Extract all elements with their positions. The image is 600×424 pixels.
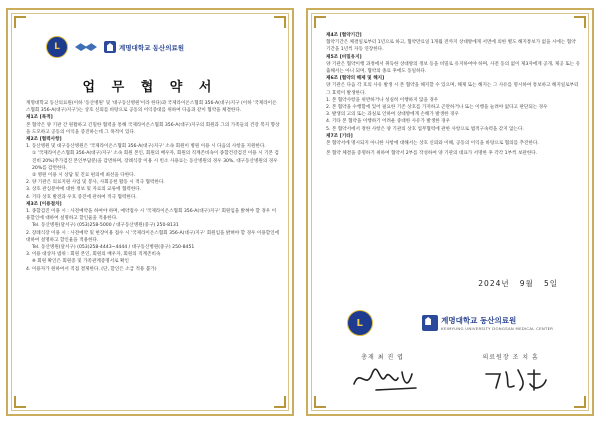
article-6-body: 양 기관은 다음 각 호의 사유 발생 시 본 협약을 해지할 수 있으며, 해제 또는 해지는 그 사유를 명시하여 통보하고 해지일로부터 그 효력이 발생한다.: [326, 83, 579, 96]
signature-hospital: [474, 362, 554, 396]
univ-name: 계명대학교 동산의료원: [119, 43, 185, 52]
article-2-subitem: ② 병원 이용 시 상담 및 진료 편의에 최선을 다한다.: [32, 173, 136, 179]
agreement-body-left: [26, 100, 280, 273]
closing-statement: 본 협약 체결을 증명하기 위하여 협약서 2부를 작성하여 양 기관의 대표가 서명한 후 각각 1부씩 보관한다.: [326, 151, 538, 157]
univ-logo-icon: [104, 41, 116, 53]
lions-logo-icon: L: [347, 310, 373, 336]
article-3-note: ※ 회원 확인은 회원증 및 가족관계증명서로 확인: [32, 259, 129, 265]
article-2-item: 3. 상호 관심분야에 대한 정보 및 자료의 교류에 협력한다.: [26, 187, 142, 193]
institution-seals: [322, 310, 578, 336]
date-day: 5일: [543, 279, 558, 288]
signatory-lions: 총재 최 진 엽: [361, 354, 404, 361]
univ-logo: [104, 41, 184, 53]
univ-english-name: KEIMYUNG UNIVERSITY DONGSAN MEDICAL CENTER: [441, 326, 554, 331]
agreement-page-2: [306, 8, 594, 416]
univ-name: 계명대학교 동산의료원: [441, 316, 517, 325]
signatory-hospital: 의료원장 조 치 흠: [482, 354, 539, 361]
univ-logo: [422, 315, 553, 331]
article-2-subitem: ① '국제라이온스협회 356-A(대구)지구' 소속 회원 본인, 회원의 배우자, 회원의 직계존비속이 종합건강검진 이용 시 기본 검진비 20%(추가검진 본인부담분)을 감면하며, 장례식장 이용 시 빈소 사용료는 동산병원의 경우 30%, 대구동산병원의 경우 20%를 감면한다.: [32, 151, 279, 171]
article-6-item: 4. 기타 본 협약을 이행하기 어려운 중대한 사유가 발생한 경우: [326, 119, 451, 125]
header-logos: [46, 36, 278, 58]
date-month: 9월: [519, 279, 534, 288]
article-3-title: 제3조 [이용절차]: [26, 201, 62, 207]
article-1-body: 본 협약은 양 기관 간 원활하고 긴밀한 협력을 통해 국제라이온스협회 356-A(대구)지구의 회원과 그의 가족들의 건강 복지 향상을 도모하고 공동의 이익을 증진하는데 그 목적이 있다.: [26, 122, 280, 135]
article-3-phone: Tel. 동산병원(달서구) (053)258-5000 / 대구동산병원(중구) 250-8131: [32, 223, 179, 229]
article-6-item: 1. 본 협약사항을 위반하거나 성실히 이행하지 않을 경우: [326, 97, 439, 103]
signing-date: [478, 278, 558, 289]
agreement-page-1: [6, 8, 294, 416]
intro-paragraph: 계명대학교 동산의료원(이하 '동산병원' 및 '대구동산병원'이라 한다)과 국제라이온스협회 356-A(대구)지구 (이하 '국제라이온스협회 356-A(대구)지구')는 상호 신뢰를 바탕으로 공동의 이익증대를 위하여 다음과 같이 협약을 체결한다.: [26, 101, 277, 114]
article-3-item: 4. 이용자가 원하여서 직접 결제한다. (단, 할인은 소급 적용 불가): [26, 266, 157, 272]
document-title: 업 무 협 약 서: [82, 80, 218, 95]
article-7-body: 본 협약서에 명시되지 아니한 사항에 대해서는 상호 신뢰와 이해, 공동의 이익을 바탕으로 협의를 추진한다.: [326, 141, 539, 147]
border-corner: [266, 388, 286, 408]
article-2-title: 제2조 [협력사항]: [26, 137, 62, 143]
article-2-item: 4. 기타 상호 발전과 우호 증진에 관하여 적극 협력한다.: [26, 194, 137, 200]
article-3-item: 3. 이용 대상자 범위 : 회원 본인, 회원의 배우자, 회원의 직계존비속: [26, 252, 161, 258]
univ-logo-icon: [422, 315, 438, 331]
article-3-item: 2. 장례식장 이용 시 : 사전예약 및 현장이용 접수 시 '국제라이온스협회 356-A(대구)지구' 회원임을 밝혀야 할 경우 이용할인에 대하여 설명하고 할인율을 적용한다.: [26, 230, 280, 243]
article-6-item: 2. 본 협약을 수행함에 있어 필요한 기존 상호를 가져하고 곤란하거나 또는 이행을 늘려야 없다고 판단되는 경우: [326, 105, 548, 111]
article-6-item: 3. 발생의 고의 또는 과실로 인하여 상대방에게 손해가 발생한 경우: [326, 112, 459, 118]
agreement-body-right: [326, 32, 580, 157]
date-year: 2024년: [478, 279, 510, 288]
signatures: [322, 362, 578, 396]
article-2-item: 2. 양 기관은 의료지원 사업 및 봉사, 사회공헌 활동 시 적극 협력한다.: [26, 180, 165, 186]
border-corner: [14, 16, 34, 36]
article-6-item: 5. 본 협약서에서 정한 사항은 양 기관의 상호 업무협력에 관한 사항으로 법적구속력을 갖지 않는다.: [326, 126, 524, 132]
border-corner: [266, 16, 286, 36]
article-1-title: 제1조 [목적]: [26, 115, 53, 121]
article-5-body: 양 기관은 협약이행 과정에서 취득한 상대방의 정보 등을 비밀로 유지하여야 하며, 사전 동의 없이 제3자에게 공개, 제공 또는 유출해서는 아니 되며, 협약의 종료 후에도 동일하다.: [326, 61, 581, 75]
article-4-body: 협약기간은 체결일로부터 1년으로 하고, 협약만료일 1개월 전까지 상대방에게 서면에 의한 별도 해지통보가 없을 시에는 협약기간을 1년씩 자동 연장한다.: [326, 40, 576, 53]
border-corner: [14, 388, 34, 408]
article-4-title: 제4조 [협약기간]: [326, 33, 362, 38]
article-6-title: 제6조 [협약의 해제 및 해지]: [326, 76, 385, 82]
signature-lions: [346, 362, 426, 396]
article-5-title: 제5조 [비밀유지]: [326, 54, 362, 60]
handshake-icon: [74, 40, 98, 54]
article-3-item: 1. 종합검진 이용 시 : 사전예약을 하여야 하며, 예약접수 시 '국제라이온스협회 356-A(대구)지구' 회원임을 밝혀야 할 경우 이용할인에 대하여 설명하고 할인율을 적용한다.: [26, 209, 277, 222]
article-7-title: 제7조 [기타]: [326, 133, 353, 139]
article-2-item: 1. 동산병원 및 대구동산병원은 '국제라이온스협회 356-A(대구)지구' 소속 회원이 병원 이용 시 다음의 사항을 지원한다.: [26, 144, 266, 150]
signatory-labels: [322, 352, 578, 361]
lions-logo-icon: L: [46, 36, 68, 58]
article-3-phone: Tel. 동산병원(달서구) (053)258-4443~4444 / 대구동산병원(중구) 250-8451: [32, 245, 195, 251]
